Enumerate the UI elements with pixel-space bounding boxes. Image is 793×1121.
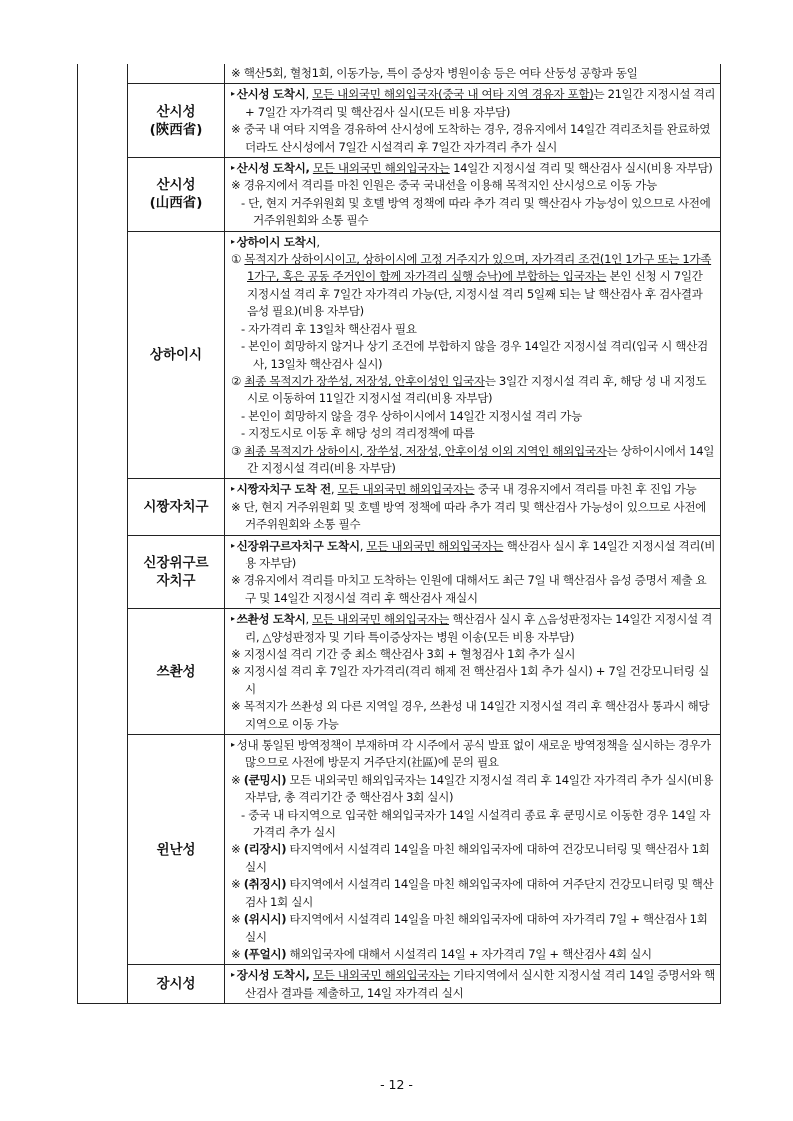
policy-line [231,338,716,373]
table-row [78,535,721,609]
page-number: - 12 - [380,1077,413,1092]
policy-text: 최종 목적지가 상하이시, 장쑤성, 저장성, 안후이성 이외 지역인 해외입국자 [244,443,607,458]
table-row [78,479,721,535]
policy-text: ※ 지정시설 격리 기간 중 최소 핵산검사 3회 + 혈청검사 1회 추가 실시 [231,647,576,661]
policy-text: 해외입국자에 대해서 시설격리 14일 + 자가격리 7일 + 핵산검사 4회 실시 [286,946,652,961]
policy-text: ※ 경유지에서 격리를 마치고 도착하는 인원에 대해서도 최근 7일 내 핵산검사 음성 증명서 제출 요구 및 14일간 지정시설 격리 후 핵산검사 재실시 [231,573,707,605]
policy-text: (푸얼시) [243,946,287,961]
policy-text: ※ [231,912,244,927]
policy-content-cell [225,609,721,735]
region-cell [128,965,225,1004]
policy-line [231,736,716,772]
policy-text: ※ [231,772,244,787]
bullet-triangle-icon: ▸ [231,970,235,980]
policy-text: 산시성 도착시 [236,87,306,102]
policy-line [231,480,716,498]
region-name: 장시성 [156,976,196,993]
policy-line [231,772,716,807]
policy-text: 타지역에서 시설격리 14일을 마친 해외입국자에 대하여 건강모니터링 및 핵산검사 1회 실시 [245,842,710,874]
policy-text: 성내 통일된 방역정책이 부재하며 각 시주에서 공식 발표 없이 새로운 방역정책을 실시하는 경우가 많으므로 사전에 방문지 거주단지(社區)에 문의 필요 [236,738,711,770]
policy-text: - 본인이 희망하지 않거나 상기 조건에 부합하지 않을 경우 14일간 지정시설 격리(입국 시 핵산검사, 13일차 핵산검사 실시) [241,339,708,371]
policy-text: 중국 내 경유지에서 격리를 마친 후 진입 가능 [474,482,697,497]
policy-line [231,65,716,82]
policy-text: 모든 내외국민 해외입국자는 [337,482,475,497]
policy-text: 모든 내외국민 해외입국자는 14일간 지정시설 격리 후 14일간 자가격리 추가 실시(비용 자부담, 총 격리기간 중 핵산검사 3회 실시) [245,772,714,805]
policy-text: , [359,538,367,553]
policy-line [231,663,716,698]
policy-line [231,177,716,194]
policy-text: 는 상하이시에서 14일간 지정시설 격리(비용 자부담) [247,443,715,475]
outer-category-cell [78,64,128,1004]
quarantine-policy-table [77,64,721,1004]
policy-text: ③ [231,443,245,458]
policy-text: , [305,87,313,102]
policy-text: 핵산검사 실시 후 14일간 지정시설 격리(비용 자부담) [245,538,716,570]
policy-text: 최종 목적지가 장쑤성, 저장성, 안후이성인 입국자 [244,373,485,388]
bullet-triangle-icon: ▸ [231,614,235,624]
policy-text: 쓰촨성 도착시 [236,612,306,627]
policy-text: 타지역에서 시설격리 14일을 마친 해외입국자에 대하여 거주단지 건강모니터링 및 핵산검사 1회 실시 [245,877,714,909]
region-name: (陝西省) [149,121,203,138]
region-name: 시짱자치구 [143,498,209,515]
region-cell [128,735,225,965]
policy-line [231,499,716,534]
policy-content-cell [225,64,721,84]
policy-text: 모든 내외국민 해외입국자는 [312,968,450,983]
table-row [78,158,721,232]
policy-content-cell [225,231,721,479]
policy-text: ※ 단, 현지 거주위원회 및 호텔 방역 정책에 따라 추가 격리 및 핵산검사 가능성이 있으므로 사전에 거주위원회와 소통 필수 [231,499,707,532]
policy-text: 타지역에서 시설격리 14일을 마친 해외입국자에 대하여 자가격리 7일 + 핵산검사 1회 실시 [245,912,708,944]
policy-text: ※ 경유지에서 격리를 마친 인원은 중국 국내선을 이용해 목적지인 산시성으로 이동 가능 [231,178,657,193]
region-cell [128,158,225,232]
bullet-triangle-icon: ▸ [231,236,235,246]
policy-line [231,946,716,963]
policy-text: 본인 신청 시 7일간 지정시설 격리 후 7일간 자가격리 가능(단, 지정시설 격리 5일째 되는 날 핵산검사 후 검사결과 음성 필요)(비용 자부담) [247,269,703,319]
policy-text: ① [231,252,245,267]
policy-text: , [305,612,313,627]
policy-line [231,610,716,646]
policy-text: ※ 목적지가 쓰촨성 외 다른 지역일 경우, 쓰촨성 내 14일간 지정시설 격리 후 핵산검사 통과시 해당 지역으로 이동 가능 [231,699,710,731]
region-cell [128,609,225,735]
policy-text: (리장시) [243,842,287,857]
policy-text: 상하이시 도착시 [236,234,317,249]
policy-text: (쿤밍시) [243,772,287,787]
policy-line [231,425,716,442]
policy-text: - 지정도시로 이동 후 해당 성의 격리정책에 따름 [241,426,475,441]
policy-content-cell [225,479,721,535]
region-name: 자치구 [156,572,196,589]
policy-line [231,807,716,842]
policy-text: 장시성 도착시, [236,968,310,983]
region-cell [128,479,225,535]
region-name: 산시성 [156,103,196,120]
table-row [78,231,721,479]
table-row [78,84,721,158]
policy-line [231,876,716,911]
policy-line [231,966,716,1002]
policy-text: - 단, 현지 거주위원회 및 호텔 방역 정책에 따라 추가 격리 및 핵산검사 가능성이 있으므로 사전에 거주위원회와 소통 필수 [241,195,711,228]
region-name: 신장위구르 [143,554,209,571]
policy-content-cell [225,965,721,1004]
policy-line [231,537,716,573]
policy-line [231,121,716,156]
policy-line [231,321,716,338]
bullet-triangle-icon: ▸ [231,740,235,750]
policy-line [231,195,716,230]
policy-line [231,572,716,607]
policy-text: ※ [231,842,244,857]
policy-text: - 중국 내 타지역으로 입국한 해외입국자가 14일 시설격리 종료 후 쿤밍시로 이동한 경우 14일 자가격리 추가 실시 [241,807,711,840]
policy-text: 는 21일간 지정시설 격리 + 7일간 자가격리 및 핵산검사 실시(모든 비용 자부담) [245,87,716,119]
policy-content-cell [225,735,721,965]
policy-text: , [330,482,338,497]
policy-line [231,159,716,177]
region-cell [128,64,225,84]
region-cell [128,535,225,609]
policy-text: 모든 내외국민 해외입국자는 [312,612,450,627]
policy-line [231,251,716,321]
policy-text: 모든 내외국민 해외입국자(중국 내 여타 지역 경유자 포함) [312,87,594,102]
policy-text: - 본인이 희망하지 않을 경우 상하이시에서 14일간 지정시설 격리 가능 [241,408,582,423]
table-row [78,64,721,84]
policy-line [231,373,716,408]
region-cell [128,84,225,158]
bullet-triangle-icon: ▸ [231,540,235,550]
policy-text: ※ [231,946,244,961]
policy-text: 모든 내외국민 해외입국자는 [366,538,504,553]
policy-text: 신장위구르자치구 도착시 [236,538,360,553]
table-row [78,735,721,965]
policy-text: 14일간 지정시설 격리 및 핵산검사 실시(비용 자부담) [449,161,713,176]
region-name: 쓰촨성 [156,663,196,680]
region-name: (山西省) [149,195,203,212]
table-row [78,609,721,735]
bullet-triangle-icon: ▸ [231,163,235,173]
region-name: 상하이시 [149,347,203,363]
bullet-triangle-icon: ▸ [231,89,235,99]
policy-text: , [316,234,320,249]
policy-text: 모든 내외국민 해외입국자는 [312,161,450,176]
policy-text: 목적지가 상하이시이고, 상하이시에 고정 거주지가 있으며, 자가격리 조건(1인 1가구 또는 1가족 1가구, 혹은 공동 주거인이 함께 자가격리 실행 승낙)에 부합하는 입국자는 [244,252,712,284]
policy-text: ※ 핵산5회, 혈청1회, 이동가능, 특이 증상자 병원이송 등은 여타 산둥성 공항과 동일 [231,66,638,80]
policy-line [231,698,716,733]
policy-text: ※ 지정시설 격리 후 7일간 자가격리(격리 해제 전 핵산검사 1회 추가 실시) + 7일 건강모니터링 실시 [231,664,709,696]
policy-text: (취징시) [243,877,287,892]
policy-line [231,911,716,946]
table-row [78,965,721,1004]
policy-content-cell [225,84,721,158]
policy-line [231,443,716,478]
policy-text: ※ 중국 내 여타 지역을 경유하여 산시성에 도착하는 경우, 경유지에서 14일간 격리조치를 완료하였더라도 산시성에서 7일간 시설격리 후 7일간 자가격리 추가 실시 [231,122,711,154]
policy-line [231,85,716,121]
policy-content-cell [225,158,721,232]
policy-text: 는 3일간 지정시설 격리 후, 해당 성 내 지정도시로 이동하여 11일간 지정시설 격리(비용 자부담) [247,373,707,406]
policy-line [231,646,716,663]
region-name: 윈난성 [156,841,196,858]
policy-content-cell [225,535,721,609]
policy-line [231,841,716,876]
region-name: 산시성 [156,177,196,194]
policy-text: 시짱자치구 도착 전 [236,482,331,497]
policy-line [231,233,716,251]
table-body [78,64,721,1004]
region-cell [128,231,225,479]
policy-text: - 자가격리 후 13일차 핵산검사 필요 [241,321,417,336]
policy-line [231,408,716,425]
bullet-triangle-icon: ▸ [231,484,235,494]
policy-text: ② [231,373,245,388]
policy-text: ※ [231,877,244,892]
policy-text: (위시시) [243,912,287,927]
policy-text: 산시성 도착시, [236,161,310,176]
policy-text: 기타지역에서 실시한 지정시설 격리 14일 증명서와 핵산검사 결과를 제출하고, 14일 자가격리 실시 [245,968,715,1000]
policy-text: 핵산검사 실시 후 △음성판정자는 14일간 지정시설 격리, △양성판정자 및 기타 특이증상자는 병원 이송(모든 비용 자부담) [245,612,712,644]
